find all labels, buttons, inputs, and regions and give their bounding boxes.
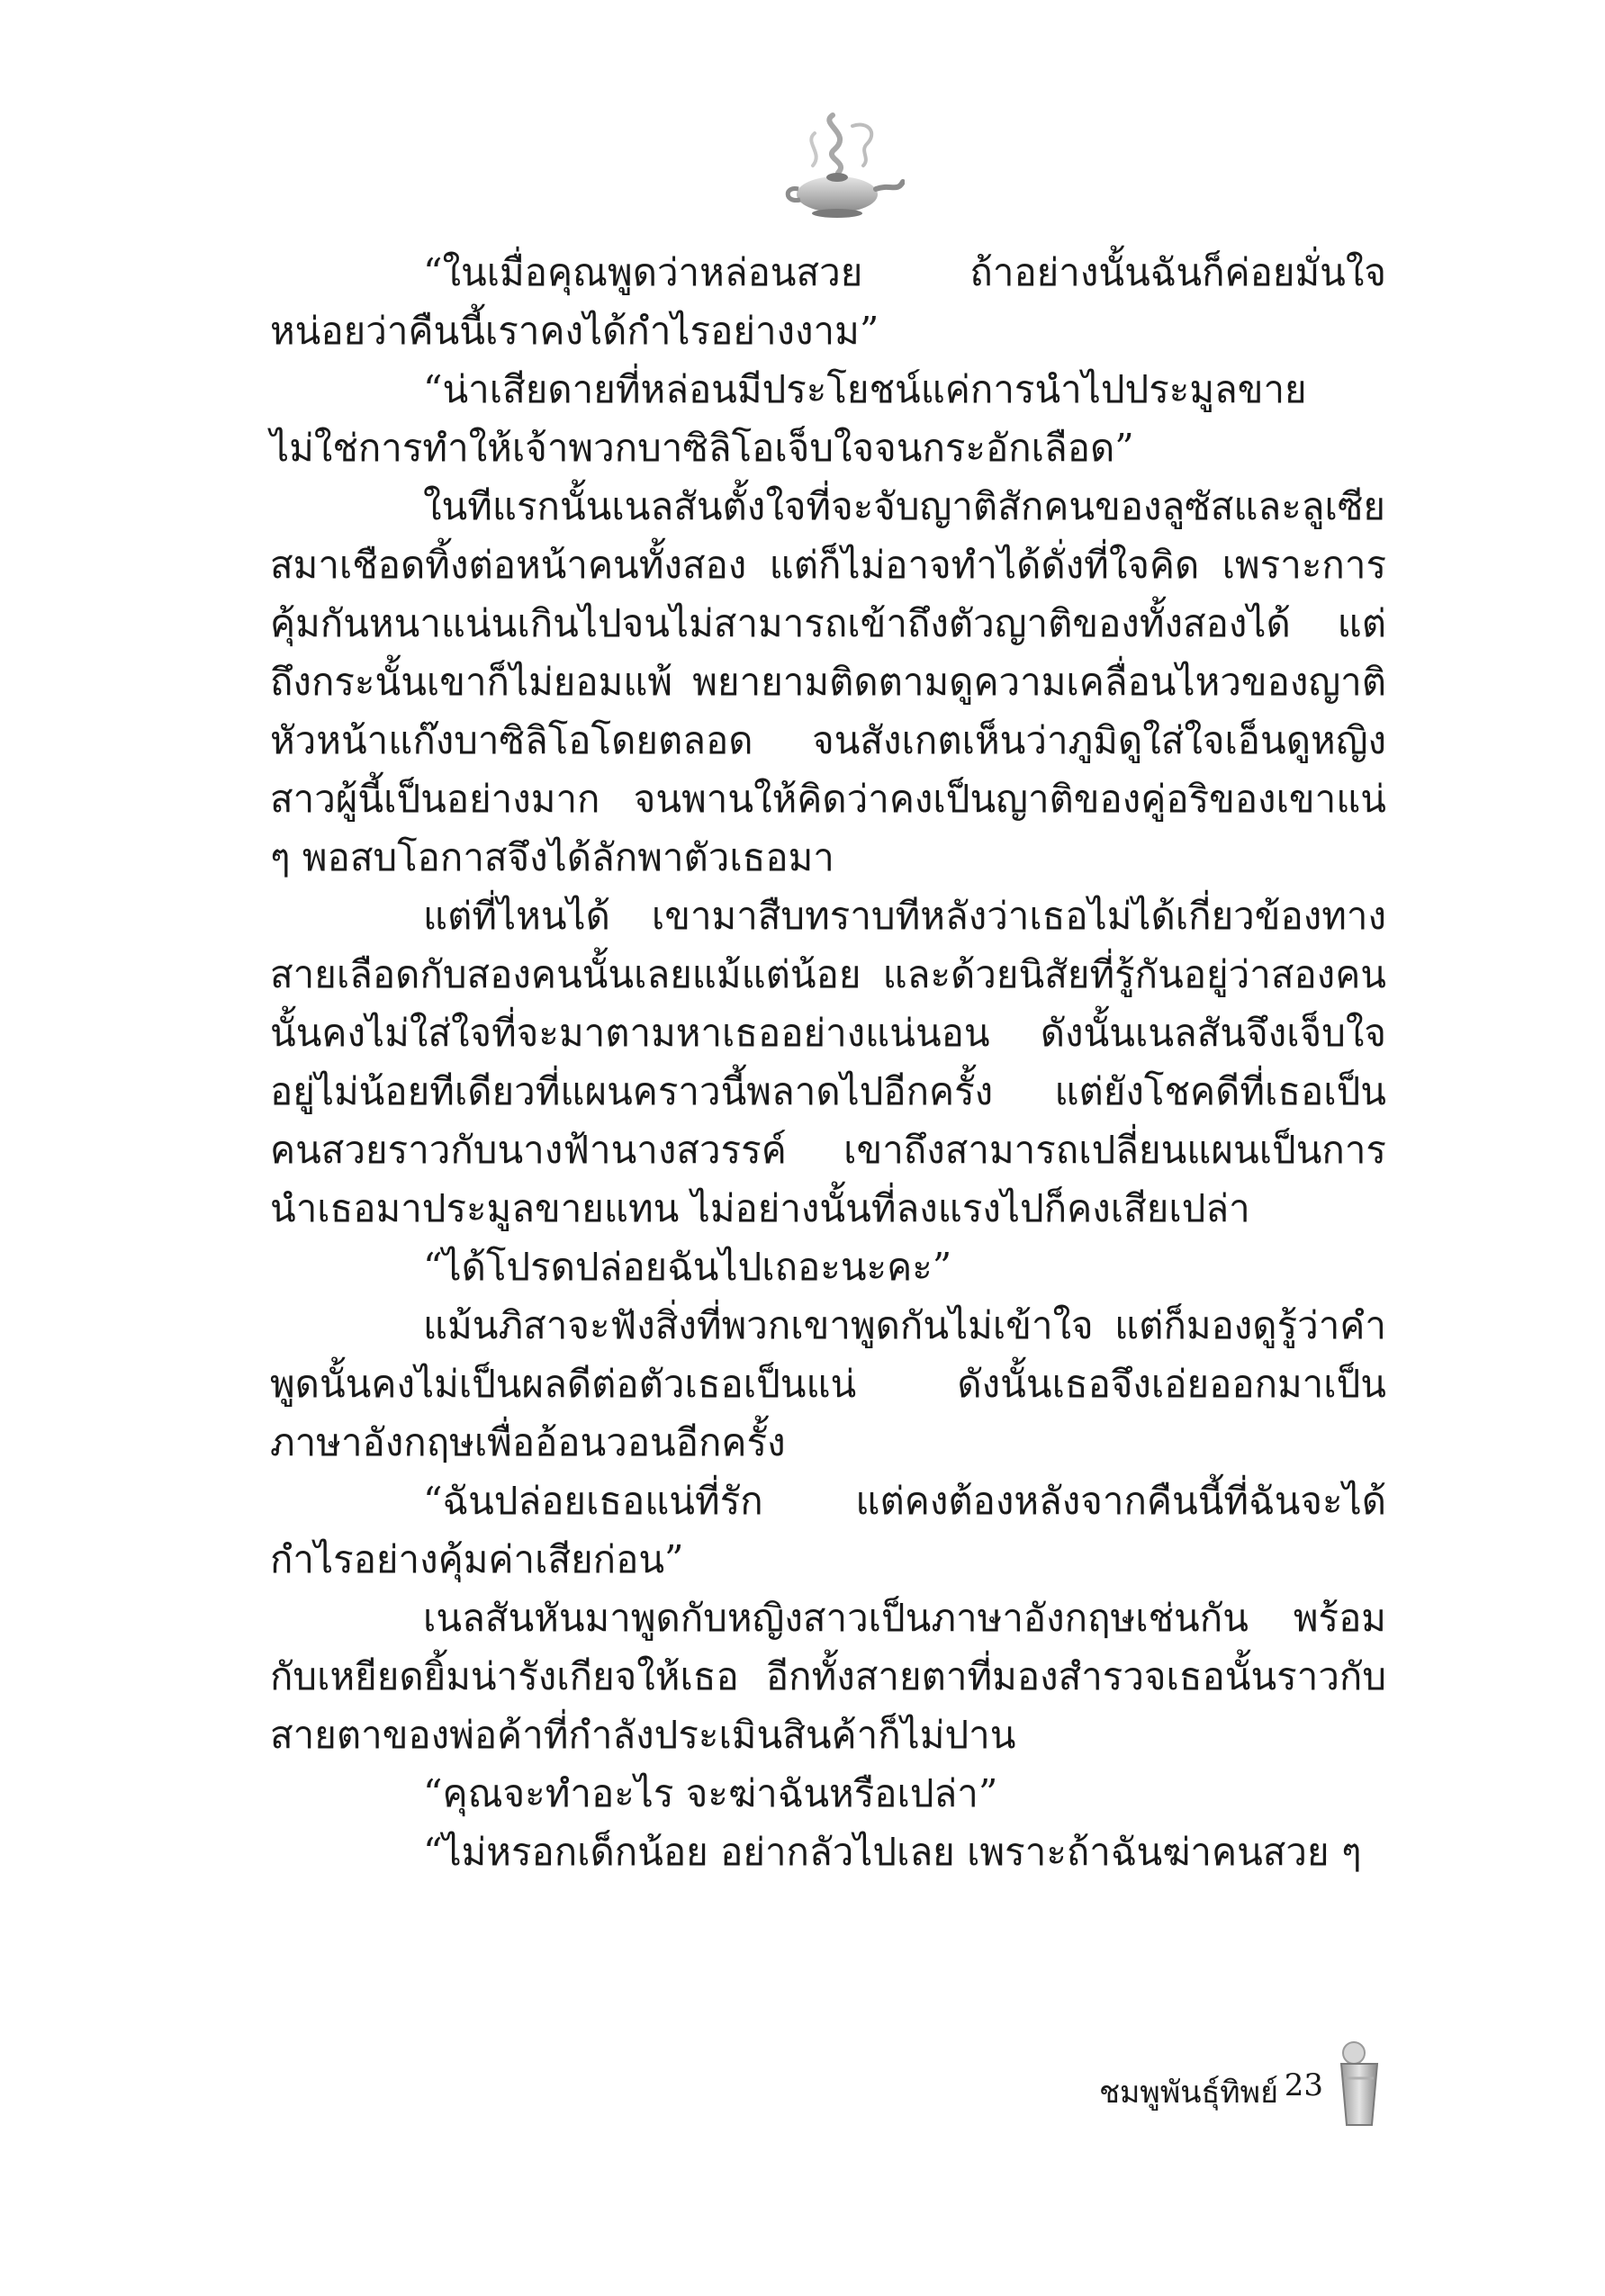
paragraph: “ได้โปรดปล่อยฉันไปเถอะนะคะ” [423, 1245, 952, 1289]
paragraph: แต่ที่ไหนได้ เขามาสืบทราบทีหลังว่าเธอไม่ได้เกี่ยวข้องทางสายเลือดกับสองคนนั้นเลยแม้แต่น้อย และด้วยนิสัยที่รู้กันอยู่ว่าสองคนนั้นคงไม่ใส่ใจที่จะมาตามหาเธออย่างแน่นอน ดังนั้นเนลสันจึงเจ็บใจอยู่ไม่น้อยทีเดียวที่แผนคราวนี้พลาดไปอีกครั้ง แต่ยังโชคดีที่เธอเป็นคนสวยราวกับนางฟ้านางสวรรค์ เขาถึงสามารถเปลี่ยนแผนเป็นการนำเธอมาประมูลขายแทน ไม่อย่างนั้นที่ลงแรงไปก็คงเสียเปล่า [270, 894, 1386, 1230]
page-number: 23 [1284, 2067, 1323, 2103]
paragraph: “น่าเสียดายที่หล่อนมีประโยชน์แค่การนำไปประมูลขาย ไม่ใช่การทำให้เจ้าพวกบาซิลิโอเจ็บใจจนกระอักเลือด” [270, 367, 1307, 470]
paragraph: “ในเมื่อคุณพูดว่าหล่อนสวย ถ้าอย่างนั้นฉันก็ค่อยมั่นใจหน่อยว่าคืนนี้เราคงได้กำไรอย่างงาม” [270, 250, 1386, 353]
paragraph: เนลสันหันมาพูดกับหญิงสาวเป็นภาษาอังกฤษเช่นกัน พร้อมกับเหยียดยิ้มน่ารังเกียจให้เธอ อีกทั้งสายตาที่มองสำรวจเธอนั้นราวกับสายตาของพ่อค้าที่กำลังประเมินสินค้าก็ไม่ปาน [270, 1596, 1386, 1757]
page-body-text [270, 243, 1386, 1881]
paragraph: แม้นภิสาจะฟังสิ่งที่พวกเขาพูดกันไม่เข้าใจ แต่ก็มองดูรู้ว่าคำพูดนั้นคงไม่เป็นผลดีต่อตัวเธอเป็นแน่ ดังนั้นเธอจึงเอ่ยออกมาเป็นภาษาอังกฤษเพื่ออ้อนวอนอีกครั้ง [270, 1303, 1386, 1464]
paragraph: “ไม่หรอกเด็กน้อย อย่ากลัวไปเลย เพราะถ้าฉันฆ่าคนสวย ๆ [423, 1830, 1362, 1874]
paragraph: “ฉันปล่อยเธอแน่ที่รัก แต่คงต้องหลังจากคืนนี้ที่ฉันจะได้กำไรอย่างคุ้มค่าเสียก่อน” [270, 1479, 1386, 1581]
paragraph: ในทีแรกนั้นเนลสันตั้งใจที่จะจับญาติสักคนของลูซัสและลูเซียสมาเชือดทิ้งต่อหน้าคนทั้งสอง แต่ก็ไม่อาจทำได้ดั่งที่ใจคิด เพราะการคุ้มกันหนาแน่นเกินไปจนไม่สามารถเข้าถึงตัวญาติของทั้งสองได้ แต่ถึงกระนั้นเขาก็ไม่ยอมแพ้ พยายามติดตามดูความเคลื่อนไหวของญาติหัวหน้าแก๊งบาซิลิโอโดยตลอด จนสังเกตเห็นว่าภูมิดูใส่ใจเอ็นดูหญิงสาวผู้นี้เป็นอย่างมาก จนพานให้คิดว่าคงเป็นญาติของคู่อริของเขาแน่ ๆ พอสบโอกาสจึงได้ลักพาตัวเธอมา [270, 484, 1386, 879]
footer-book-title: ชมพูพันธุ์ทิพย์ [1098, 2075, 1278, 2111]
glass-icon [1332, 2039, 1386, 2129]
paragraph: “คุณจะทำอะไร จะฆ่าฉันหรือเปล่า” [423, 1771, 998, 1815]
page-footer [1008, 2039, 1386, 2129]
teapot-ornament-icon [770, 106, 905, 223]
